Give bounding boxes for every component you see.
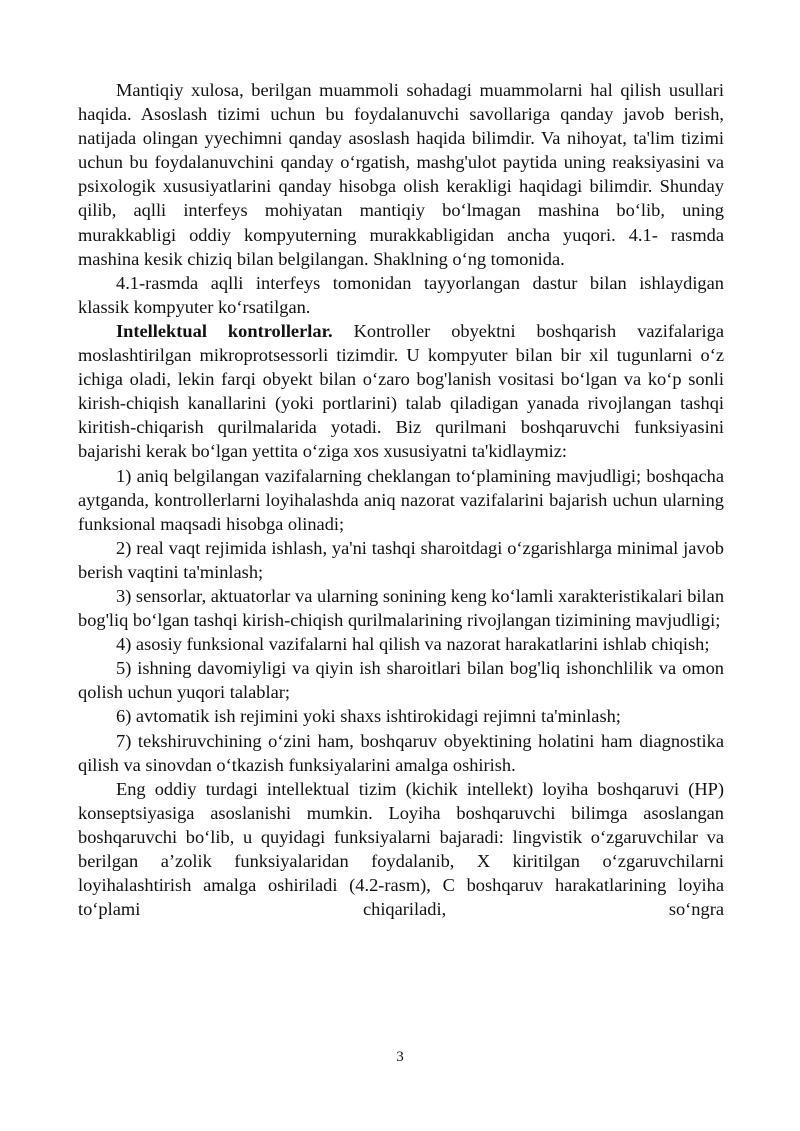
list-item: 5) ishning davomiyligi va qiyin ish sharoitlari bilan bog'liq ishonchlilik va omon qolish uchun yuqori talablar;	[78, 658, 724, 703]
list-item: 1) aniq belgilangan vazifalarning cheklangan toʻplamining mavjudligi; boshqacha aytganda, kontrollerlarni loyihalashda aniq nazorat vazifalarini bajarish uchun ularning funksional maqsadi hisobga olinadi;	[78, 465, 724, 534]
paragraph-project-control: Eng oddiy turdagi intellektual tizim (kichik intellekt) loyiha boshqaruvi (HP) konseptsiyasiga asoslanishi mumkin. Loyiha boshqaruvchi bilimga asoslangan boshqaruvchi boʻlib, u quyidagi funksiyalarni bajaradi: lingvistik oʻzgaruvchilar va berilgan a’zolik funksiyalaridan foydalanib, X kiritilgan oʻzgaruvchilarni loyihalashtirish amalga oshiriladi (4.2-rasm), C boshqaruv harakatlarining loyiha toʻplami chiqariladi, soʻngra	[78, 778, 724, 920]
paragraph-intro: Mantiqiy xulosa, berilgan muammoli sohadagi muammolarni hal qilish usullari haqida. Asoslash tizimi uchun bu foydalanuvchi savollariga qanday javob berish, natijada olingan yyechimni qanday asoslash haqida bilimdir. Va nihoyat, ta'lim tizimi uchun bu foydalanuvchini qanday oʻrgatish, mashg'ulot paytida uning reaksiyasini va psixologik xususiyatlarini qanday hisobga olish kerakligi haqidagi bilimdir. Shunday qilib, aqlli interfeys mohiyatan mantiqiy boʻlmagan mashina boʻlib, uning murakkabligi oddiy kompyuterning murakkabligidan ancha yuqori. 4.1- rasmda mashina kesik chiziq bilan belgilangan. Shaklning oʻng tomonida.	[78, 80, 724, 269]
list-item: 6) avtomatik ish rejimini yoki shaxs ishtirokidagi rejimni ta'minlash;	[116, 706, 621, 727]
list-item: 2) real vaqt rejimida ishlash, ya'ni tashqi sharoitdagi oʻzgarishlarga minimal javob berish vaqtini ta'minlash;	[78, 537, 724, 582]
paragraph-figure-note: 4.1-rasmda aqlli interfeys tomonidan tayyorlangan dastur bilan ishlaydigan klassik kompyuter koʻrsatilgan.	[78, 272, 724, 317]
list-item: 3) sensorlar, aktuatorlar va ularning sonining keng koʻlamli xarakteristikalari bilan bog'liq boʻlgan tashqi kirish-chiqish qurilmalarining rivojlangan tizimining mavjudligi;	[78, 585, 725, 631]
document-page	[78, 78, 724, 921]
list-item: 7) tekshiruvchining oʻzini ham, boshqaruv obyektining holatini ham diagnostika qilish va sinovdan oʻtkazish funksiyalarini amalga oshirish.	[78, 730, 724, 775]
page-number: 3	[396, 1049, 404, 1065]
section-heading: Intellektual kontrollerlar.	[116, 320, 333, 341]
list-item: 4) asosiy funksional vazifalarni hal qilish va nazorat harakatlarini ishlab chiqish;	[116, 634, 710, 655]
section-text: Kontroller obyektni boshqarish vazifalariga moslashtirilgan mikroprotsessorli tizimdir. U kompyuter bilan bir xil tugunlarni oʻz ichiga oladi, lekin farqi obyekt bilan oʻzaro bog'lanish vositasi boʻlgan va koʻp sonli kirish-chiqish kanallarini (yoki portlarini) talab qiladigan yanada rivojlangan tashqi kiritish-chiqarish qurilmalarida yotadi. Biz qurilmani boshqaruvchi funksiyasini bajarishi kerak boʻlgan yettita oʻziga xos xususiyatni ta'kidlaymiz:	[78, 320, 724, 462]
paragraph-controllers	[78, 319, 724, 464]
